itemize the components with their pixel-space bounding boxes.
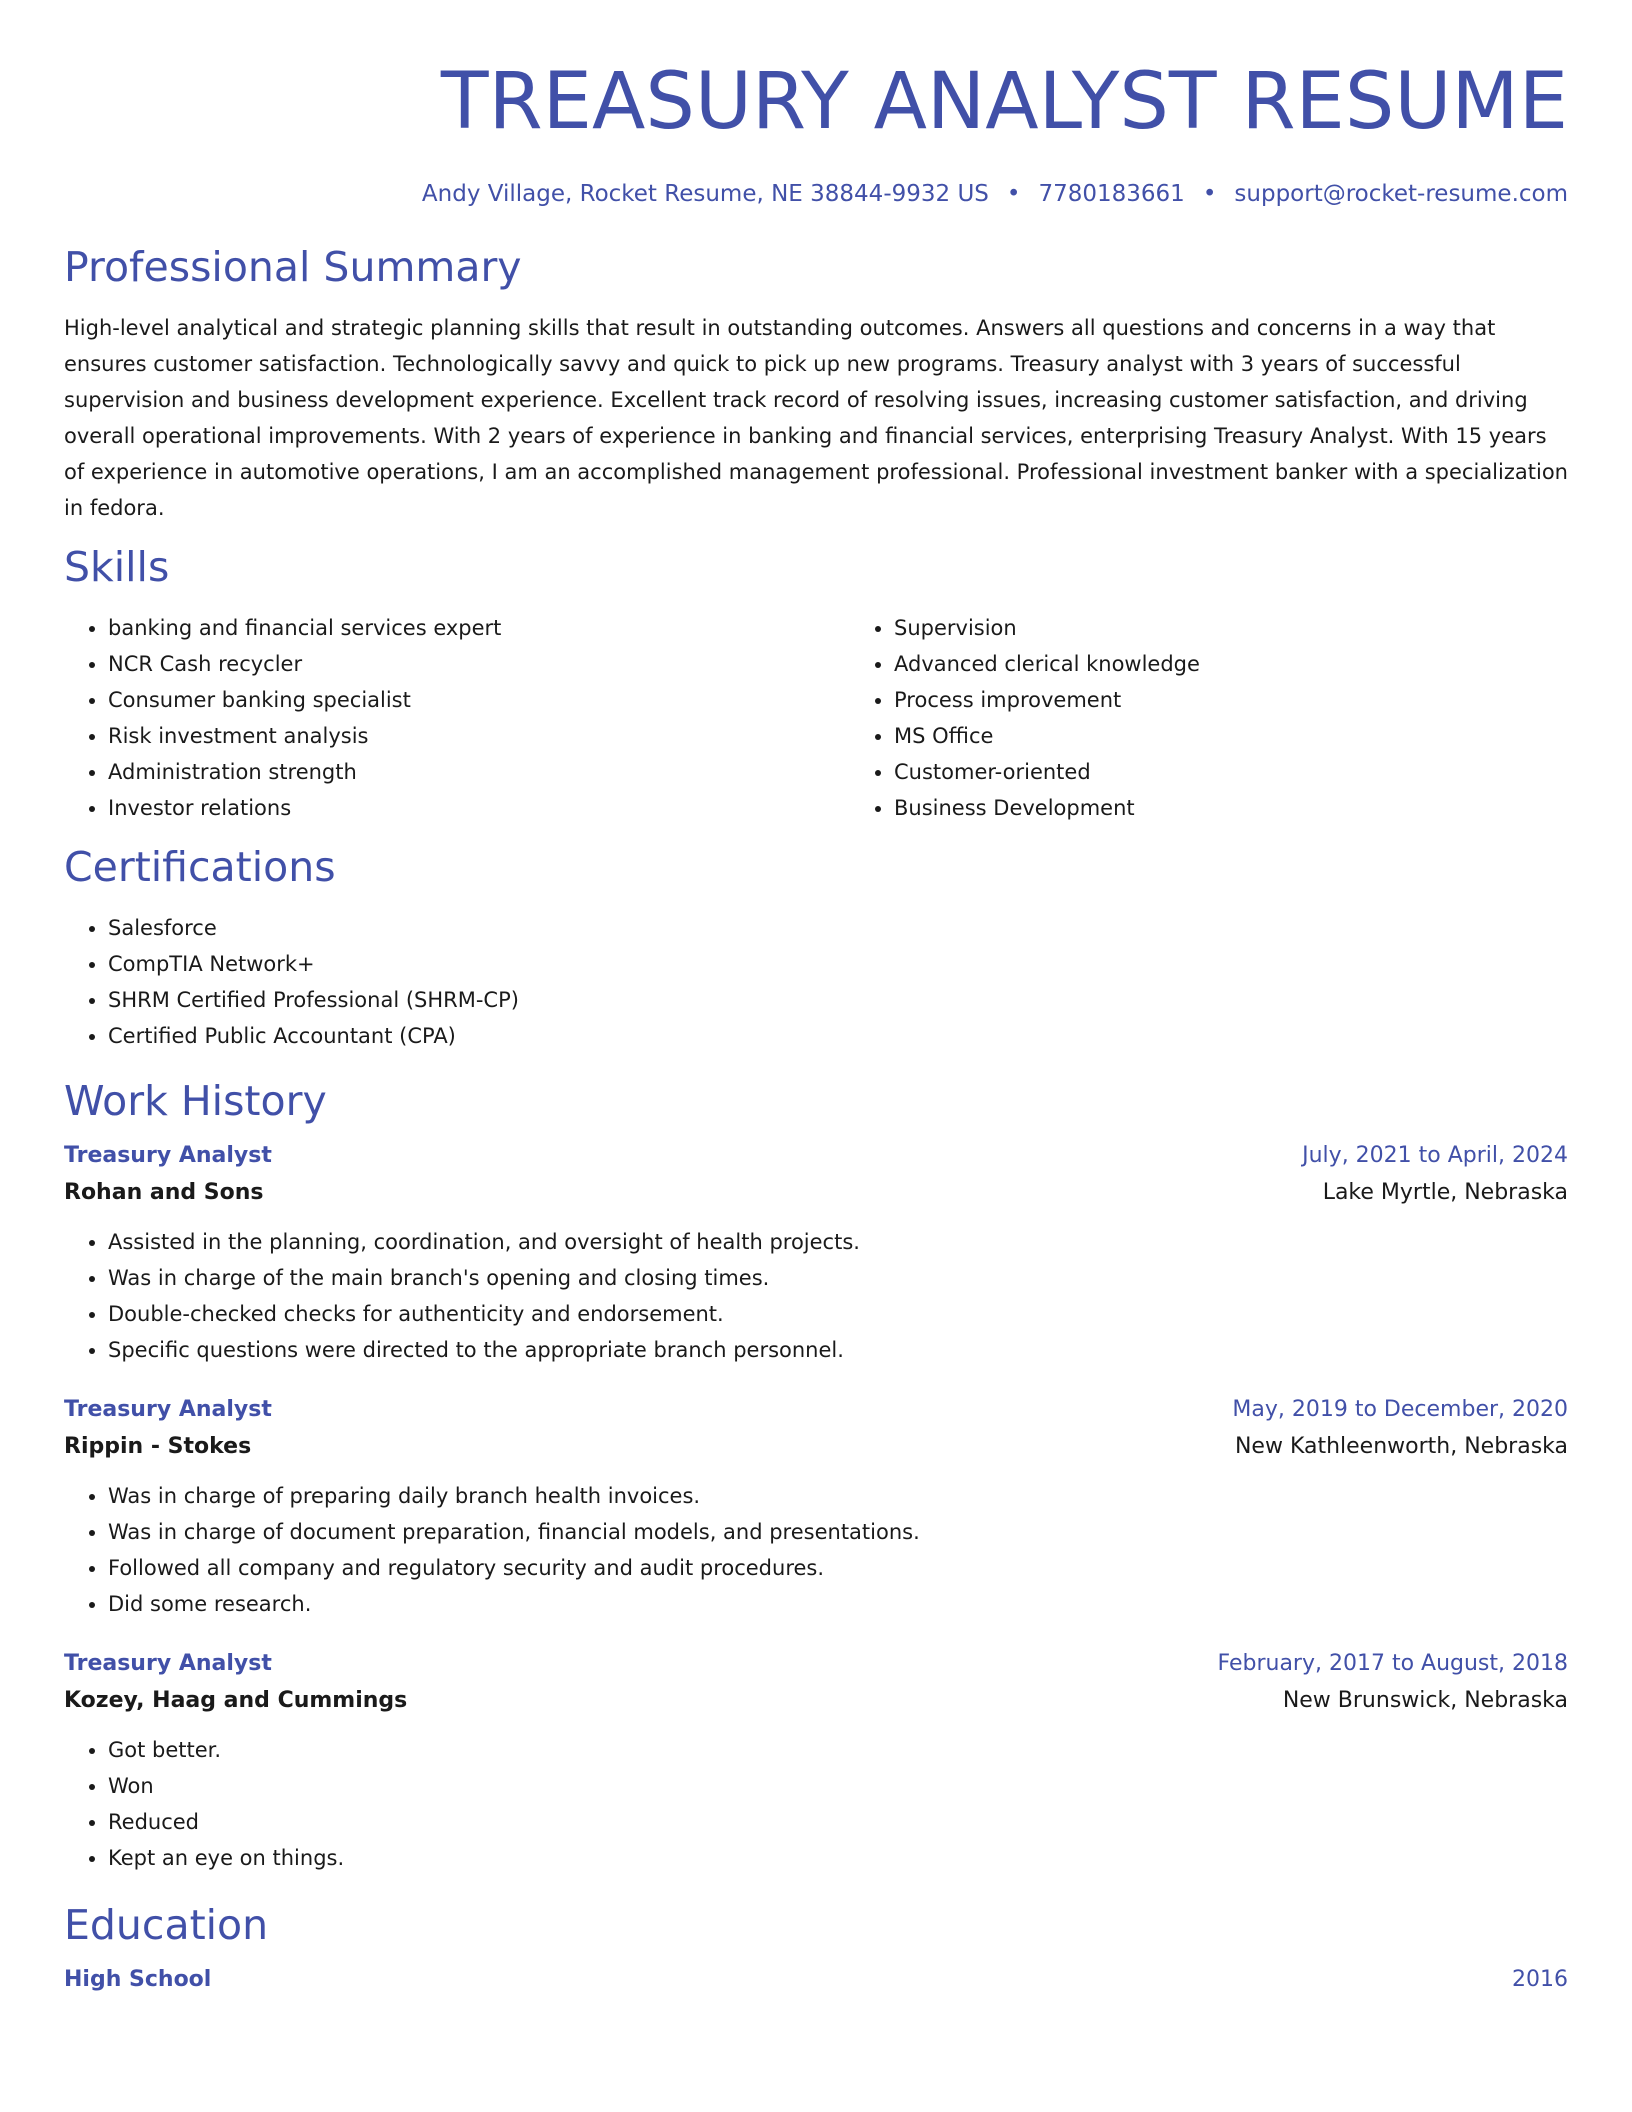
education-degree: High School [64, 1967, 212, 1992]
skills-heading: Skills [64, 543, 170, 591]
skill-item: • Customer-oriented [894, 754, 1568, 790]
job-company-row [64, 1682, 1568, 1720]
job-company-row [64, 1428, 1568, 1466]
education-entry [64, 1962, 1568, 1998]
job-duty: • Did some research. [108, 1586, 1568, 1622]
job-company: Rohan and Sons [64, 1180, 264, 1205]
skill-item: • Risk investment analysis [108, 718, 850, 754]
work-history-heading: Work History [64, 1077, 327, 1125]
skill-item: • Investor relations [108, 790, 850, 826]
contact-separator: • [1006, 181, 1021, 207]
skill-item: • Business Development [894, 790, 1568, 826]
certification-item: • CompTIA Network+ [108, 946, 1568, 982]
contact-separator: • [1202, 181, 1217, 207]
skill-item: • Process improvement [894, 682, 1568, 718]
certification-item: • SHRM Certified Professional (SHRM-CP) [108, 982, 1568, 1018]
contact-line [64, 178, 1568, 210]
job-header-row [64, 1392, 1568, 1428]
job-duty: • Specific questions were directed to the appropriate branch personnel. [108, 1332, 1568, 1368]
job-entry [64, 1646, 1568, 1876]
job-entry [64, 1392, 1568, 1622]
job-dates: July, 2021 to April, 2024 [1302, 1143, 1568, 1168]
job-duty: • Was in charge of the main branch's opening and closing times. [108, 1260, 1568, 1296]
certifications-heading: Certifications [64, 843, 336, 891]
job-duty: • Won [108, 1768, 1568, 1804]
skill-item: • MS Office [894, 718, 1568, 754]
job-location: New Kathleenworth, Nebraska [1234, 1434, 1568, 1459]
job-entry [64, 1138, 1568, 1368]
job-duty: • Was in charge of document preparation, financial models, and presentations. [108, 1514, 1568, 1550]
skill-item: • NCR Cash recycler [108, 646, 850, 682]
education-year: 2016 [1512, 1967, 1568, 1992]
job-company-row [64, 1174, 1568, 1212]
job-duty: • Assisted in the planning, coordination, and oversight of health projects. [108, 1224, 1568, 1260]
contact-email[interactable]: support@rocket-resume.com [1234, 181, 1568, 207]
contact-address: Andy Village, Rocket Resume, NE 38844-9932 US [421, 181, 989, 207]
job-duties [64, 1224, 1568, 1368]
skill-item: • Advanced clerical knowledge [894, 646, 1568, 682]
education-heading: Education [64, 1901, 269, 1949]
job-dates: May, 2019 to December, 2020 [1232, 1397, 1568, 1422]
resume-title: TREASURY ANALYST RESUME [440, 57, 1568, 147]
job-title: Treasury Analyst [64, 1397, 272, 1422]
job-duty: • Double-checked checks for authenticity and endorsement. [108, 1296, 1568, 1332]
certification-item: • Salesforce [108, 910, 1568, 946]
job-duties [64, 1732, 1568, 1876]
certification-item: • Certified Public Accountant (CPA) [108, 1018, 1568, 1054]
job-title: Treasury Analyst [64, 1651, 272, 1676]
job-dates: February, 2017 to August, 2018 [1217, 1651, 1568, 1676]
job-location: New Brunswick, Nebraska [1282, 1688, 1568, 1713]
summary-text: High-level analytical and strategic planning skills that result in outstanding outcomes. Answers all questions and concerns in a way that ensures customer satisfaction. Technologically savvy and quick to pick up new programs. Treasury analyst with 3 years of successful supervision and business development experience. Excellent track record of resolving issues, increasing customer satisfaction, and driving overall operational improvements. With 2 years of experience in banking and financial services, enterprising Treasury Analyst. With 15 years of experience in automotive operations, I am an accomplished management professional. Professional investment banker with a specialization in fedora. [64, 316, 1568, 520]
skills-right-column [850, 610, 1568, 826]
job-duties [64, 1478, 1568, 1622]
skill-item: • banking and financial services expert [108, 610, 850, 646]
certifications-list [64, 910, 1568, 1054]
contact-phone: 7780183661 [1038, 181, 1185, 207]
job-header-row [64, 1646, 1568, 1682]
education-row [64, 1962, 1568, 1998]
job-location: Lake Myrtle, Nebraska [1322, 1180, 1568, 1205]
skill-item: • Consumer banking specialist [108, 682, 850, 718]
job-company: Rippin - Stokes [64, 1434, 252, 1459]
skill-item: • Administration strength [108, 754, 850, 790]
job-header-row [64, 1138, 1568, 1174]
job-title: Treasury Analyst [64, 1143, 272, 1168]
job-duty: • Followed all company and regulatory security and audit procedures. [108, 1550, 1568, 1586]
job-duty: • Got better. [108, 1732, 1568, 1768]
skills-list [64, 594, 1568, 826]
job-duty: • Kept an eye on things. [108, 1840, 1568, 1876]
skills-left-column [64, 610, 850, 826]
job-duty: • Was in charge of preparing daily branch health invoices. [108, 1478, 1568, 1514]
summary-heading: Professional Summary [64, 243, 522, 291]
job-duty: • Reduced [108, 1804, 1568, 1840]
job-company: Kozey, Haag and Cummings [64, 1688, 408, 1713]
skill-item: • Supervision [894, 610, 1568, 646]
